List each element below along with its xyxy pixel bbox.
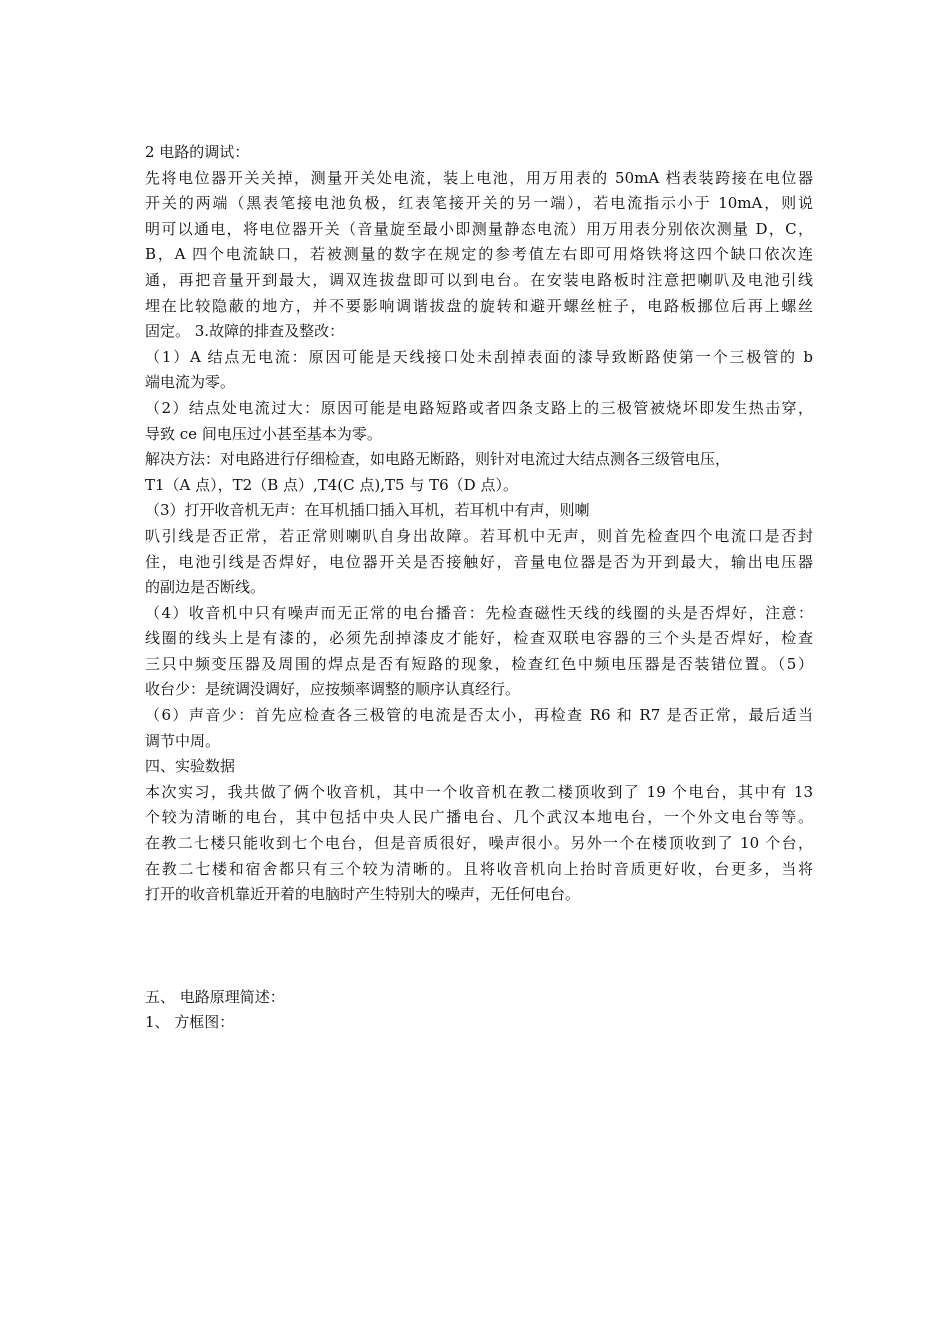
text-line: 在教二七楼和宿舍都只有三个较为清晰的。且将收音机向上抬时音质更好收，台更多，当将: [145, 859, 813, 878]
text-line: 导致 ce 间电压过小甚至基本为零。: [145, 424, 382, 443]
text-line: （2）结点处电流过大：原因可能是电路短路或者四条支路上的三极管被烧坏即发生热击穿，: [145, 398, 813, 417]
text-line: 收台少：是统调没调好，应按频率调整的顺序认真经行。: [145, 680, 521, 699]
text-line: 住，电池引线是否焊好，电位器开关是否接触好，音量电位器是否为开到最大，输出电压器: [145, 552, 813, 571]
text-block-main: [145, 140, 813, 908]
document-page: [145, 140, 813, 1036]
text-line: 开关的两端（黑表笔接电池负极，红表笔接开关的另一端），若电流指示小于 10mA，则说: [145, 194, 813, 213]
text-line: 固定。 3.故障的排查及整改：: [145, 322, 345, 341]
text-line: T1（A 点），T2（B 点）,T4(C 点),T5 与 T6（D 点）。: [145, 475, 518, 494]
text-line: 三只中频变压器及周围的焊点是否有短路的现象，检查红色中频电压器是否装错位置。（5）: [145, 654, 813, 673]
section-heading: 五、 电路原理简述：: [145, 987, 285, 1006]
text-line: 解决方法：对电路进行仔细检查，如电路无断路，则针对电流过大结点测各三级管电压，: [145, 450, 731, 469]
text-line: 先将电位器开关关掉，测量开关处电流，装上电池，用万用表的 50mA 档表装跨接在电位器: [145, 168, 813, 187]
text-line: 在教二七楼只能收到七个电台，但是音质很好，噪声很小。另外一个在楼顶收到了 10 个台，: [145, 834, 813, 853]
text-line: 个较为清晰的电台，其中包括中央人民广播电台、几个武汉本地电台，一个外文电台等等。: [145, 808, 813, 827]
text-line: （6）声音少：首先应检查各三极管的电流是否太小，再检查 R6 和 R7 是否正常，最后适当: [145, 706, 813, 725]
text-block-section-five: [145, 985, 813, 1036]
text-line: （3）打开收音机无声：在耳机插口插入耳机，若耳机中有声，则喇: [145, 501, 590, 520]
blank-space: [145, 908, 813, 985]
section-heading: 2 电路的调试：: [145, 143, 250, 161]
text-line: 明可以通电，将电位器开关（音量旋至最小即测量静态电流）用万用表分别依次测量 D，C，: [145, 219, 813, 238]
text-line: 本次实习，我共做了俩个收音机，其中一个收音机在教二楼顶收到了 19 个电台，其中有 13: [145, 782, 813, 801]
text-line: 调节中周。: [145, 731, 221, 750]
text-line: 线圈的线头上是有漆的，必须先刮掉漆皮才能好，检查双联电容器的三个头是否焊好，检查: [145, 629, 813, 648]
text-line: 打开的收音机靠近开着的电脑时产生特别大的噪声，无任何电台。: [145, 885, 581, 904]
text-line: （1）A 结点无电流：原因可能是天线接口处未刮掉表面的漆导致断路使第一个三极管的 b: [145, 347, 813, 366]
text-line: 的副边是否断线。: [145, 578, 266, 597]
text-line: B，A 四个电流缺口，若被测量的数字在规定的参考值左右即可用烙铁将这四个缺口依次连: [145, 245, 813, 264]
section-heading: 四、实验数据: [145, 757, 236, 776]
text-line: （4）收音机中只有噪声而无正常的电台播音：先检查磁性天线的线圈的头是否焊好，注意：: [145, 603, 813, 622]
text-line: 埋在比较隐蔽的地方，并不要影响调谐拔盘的旋转和避开螺丝桩子，电路板挪位后再上螺丝: [145, 296, 813, 315]
text-line: 叭引线是否正常，若正常则喇叭自身出故障。若耳机中无声，则首先检查四个电流口是否封: [145, 526, 813, 545]
text-line: 端电流为零。: [145, 373, 236, 392]
text-line: 通，再把音量开到最大，调双连拔盘即可以到电台。在安装电路板时注意把喇叭及电池引线: [145, 270, 813, 289]
subsection-heading: 1、 方框图：: [145, 1013, 235, 1032]
